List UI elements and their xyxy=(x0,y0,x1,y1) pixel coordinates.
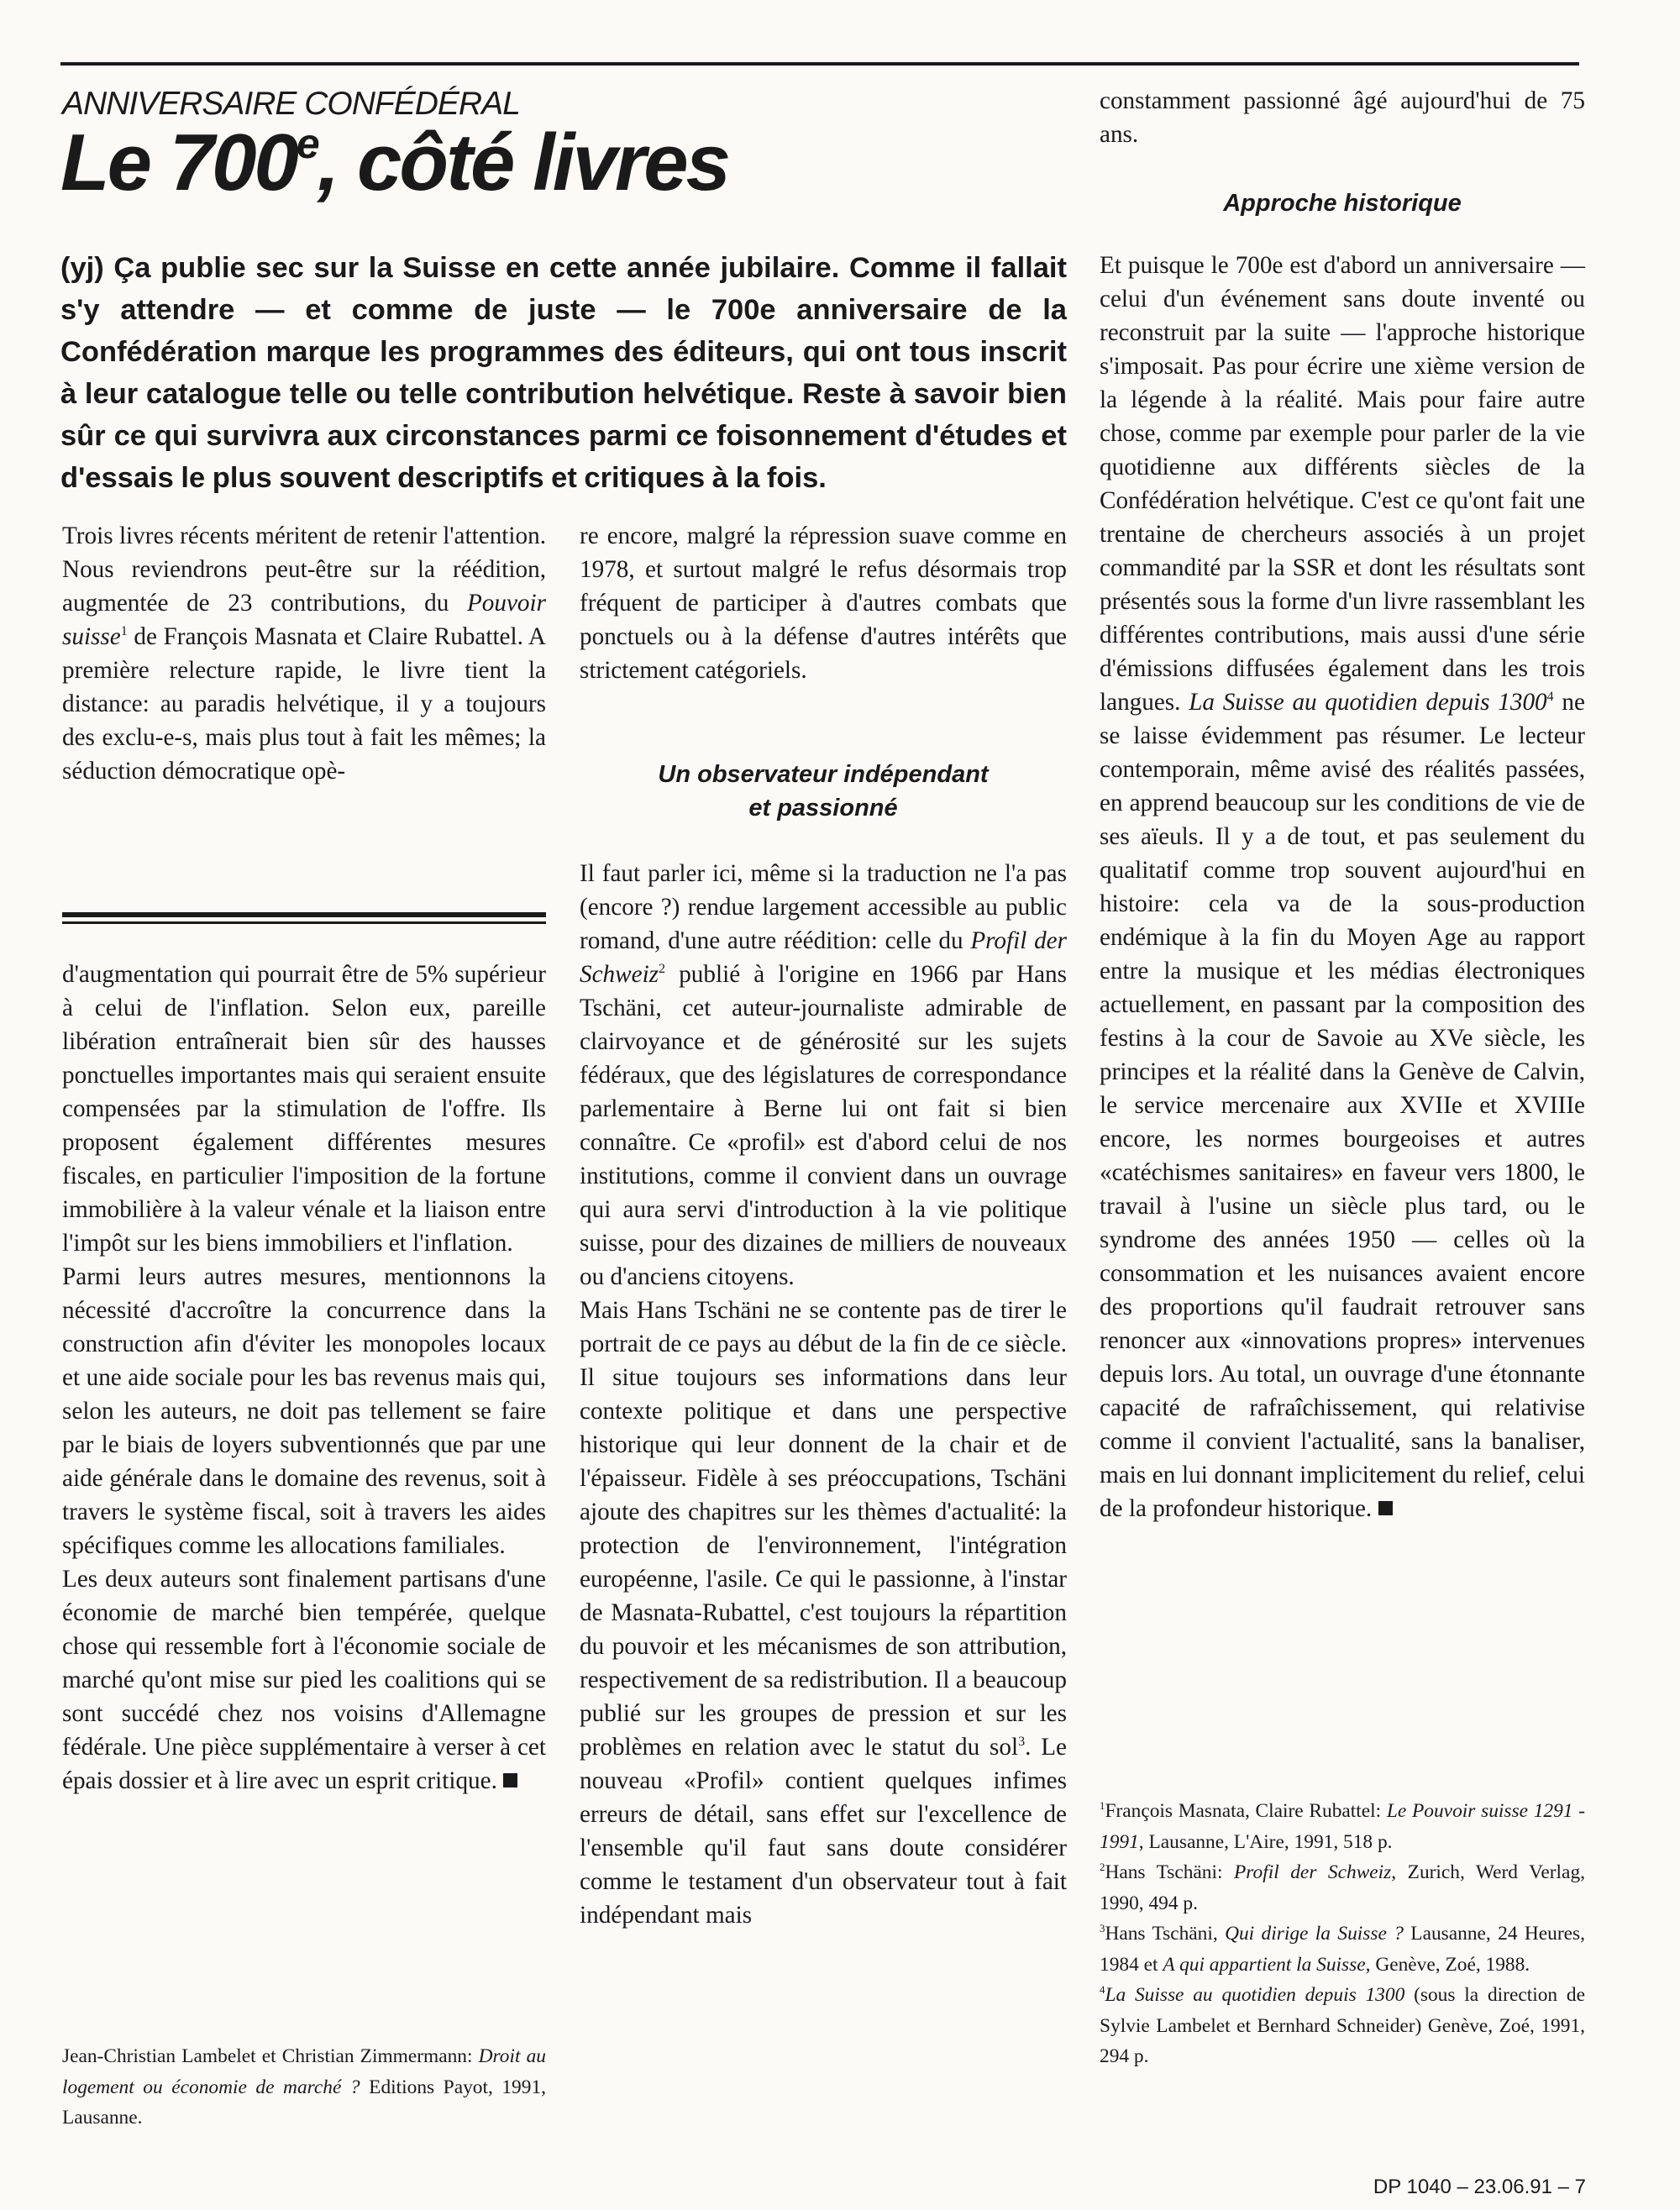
paragraph: Parmi leurs autres mesures, mentionnons la nécessité d'accroître la concurrence dans la construction afin d'éviter les monopoles locaux et une aide sociale pour les bas revenus mais qui, selon les auteurs, ne doit pas tellement se faire par le biais de loyers subventionnés que par une aide générale dans le domaine des revenus, soit à travers le système fiscal, soit à travers les aides spécifiques comme les allocations familiales. xyxy=(62,1263,546,1559)
article-title: Le 700e, côté livres xyxy=(60,118,728,207)
column-2-top xyxy=(580,519,1067,687)
paragraph: Il faut parler ici, même si la traduction ne l'a pas (encore ?) rendue largement accessible au public romand, d'une autre réédition: celle du Profil der Schweiz$^2$ publié à l'origine en 1966 par Hans Tschäni, cet auteur-journaliste admirable de clairvoyance et de générosité sur les sujets fédéraux, que des législatures de correspondance parlementaire à Berne lui ont fait si bien connaître. Ce «profil» est d'abord celui de nos institutions, comme il convient dans un ouvrage qui aura servi d'introduction à la vie politique suisse, pour des dizaines de milliers de nouveaux ou d'anciens citoyens. xyxy=(580,860,1067,1290)
page-footer: DP 1040 – 23.06.91 – 7 xyxy=(1373,2176,1586,2198)
paragraph: re encore, malgré la répression suave comme en 1978, et surtout malgré le refus désormais trop fréquent de participer à d'autres combats que ponctuels ou à la défense d'autres intérêts que strictement catégoriels. xyxy=(580,522,1067,684)
column-3-body xyxy=(1100,249,1585,1525)
subheading-approche: Approche historique xyxy=(1223,190,1462,217)
section-divider xyxy=(62,912,546,924)
paragraph: constamment passionné âgé aujourd'hui de 75 ans. xyxy=(1100,87,1585,148)
paragraph: Mais Hans Tschäni ne se contente pas de tirer le portrait de ce pays au début de la fin de ce siècle. Il situe toujours ses informations dans leur contexte politique et dans une perspective historique qui leur donnent de la chair et de l'épaisseur. Fidèle à ses préoccupations, Tschäni ajoute des chapitres sur les thèmes d'actualité: la protection de l'environnement, l'intégration européenne, l'asile. Ce qui le passionne, à l'instar de Masnata-Rubattel, c'est toujours la répartition du pouvoir et les mécanismes de son attribution, respectivement de sa redistribution. Il a beaucoup publié sur les groupes de pression et sur les problèmes en relation avec le statut du sol$^3$. Le nouveau «Profil» contient quelques infimes erreurs de détail, sans effet sur l'excellence de l'ensemble qu'il faut sans doute considérer comme le testament d'un observateur tout à fait indépendant mais xyxy=(580,1297,1067,1929)
footnote: $^3$Hans Tschäni, Qui dirige la Suisse ? Lausanne, 24 Heures, 1984 et A qui appartient la Suisse, Genève, Zoé, 1988. xyxy=(1100,1923,1585,1976)
subheading-observateur: Un observateur indépendant et passionné xyxy=(658,761,989,822)
article-kicker: ANNIVERSAIRE CONFÉDÉRAL xyxy=(62,86,520,122)
paragraph: Trois livres récents méritent de retenir l'attention. Nous reviendrons peut-être sur la réédition, augmentée de 23 contributions, du Pouvoir suisse$^1$ de François Masnata et Claire Rubattel. A première relecture rapide, le livre tient la distance: au paradis helvétique, il y a toujours des exclu-e-s, mais plus tout à fait les mêmes; la séduction démocratique opè- xyxy=(62,522,546,785)
column-1-lower xyxy=(62,958,546,1798)
paragraph: Et puisque le 700e est d'abord un anniversaire — celui d'un événement sans doute inventé ou reconstruit par la suite — l'approche historique s'imposait. Pas pour écrire une xième version de la légende à la réalité. Mais pour faire autre chose, comme par exemple pour parler de la vie quotidienne aux différents siècles de la Confédération helvétique. C'est ce qu'ont fait une trentaine de chercheurs associés à un projet commandité par la SSR et dont les résultats sont présentés sous la forme d'un livre rassemblant les différentes contributions, mais aussi d'une série d'émissions diffusées également dans les trois langues. La Suisse au quotidien depuis 1300$^4$ ne se laisse évidemment pas résumer. Le lecteur contemporain, même avisé des réalités passées, en apprend beaucoup sur les conditions de vie de ses aïeuls. Il y a de tout, et pas seulement du qualitatif comme trop souvent aujourd'hui en histoire: cela va de la sous-production endémique à la fin du Moyen Age au rapport entre la musique et les médias électroniques actuellement, en passant par la composition des festins à la cour de Savoie au XVe siècle, les principes et la réalité dans la Genève de Calvin, le service mercenaire aux XVIIe et XVIIIe encore, les normes bourgeoises et autres «catéchismes sanitaires» en faveur vers 1800, le travail à l'usine un siècle plus tard, ou le syndrome des années 1950 — celles où la consommation et les nuisances avaient encore des proportions qu'il faudrait retrouver sans renoncer aux «innovations propres» intervenues depuis lors. Au total, un ouvrage d'une étonnante capacité de rafraîchissement, qui relativise comme il convient l'actualité, sans la banaliser, mais en lui donnant implicitement du relief, celui de la profondeur historique. xyxy=(1100,252,1585,1522)
column-2-body xyxy=(580,857,1067,1932)
footnotes xyxy=(1100,1796,1585,2072)
footnote: $^1$François Masnata, Claire Rubattel: Le Pouvoir suisse 1291 - 1991, Lausanne, L'Aire, 1991, 518 p. xyxy=(1100,1800,1585,1853)
book-reference: Jean-Christian Lambelet et Christian Zimmermann: Droit au logement ou économie de marché ? Editions Payot, 1991, Lausanne. xyxy=(62,2045,546,2129)
end-mark xyxy=(1378,1501,1393,1515)
paragraph: d'augmentation qui pourrait être de 5% supérieur à celui de l'inflation. Selon eux, pareille libération entraînerait bien sûr des hausses ponctuelles importantes mais qui seraient ensuite compensées par la stimulation de l'offre. Ils proposent également différentes mesures fiscales, en particulier l'imposition de la fortune immobilière à la valeur vénale et la liaison entre l'impôt sur les biens immobiliers et l'inflation. xyxy=(62,961,546,1257)
top-rule xyxy=(60,62,1579,66)
column-3-top xyxy=(1100,84,1585,151)
column-1-upper xyxy=(62,519,546,788)
footnote: $^4$La Suisse au quotidien depuis 1300 (sous la direction de Sylvie Lambelet et Bernhard Schneider) Genève, Zoé, 1991, 294 p. xyxy=(1100,1984,1586,2067)
paragraph: Les deux auteurs sont finalement partisans d'une économie de marché bien tempérée, quelque chose qui ressemble fort à l'économie sociale de marché qu'ont mise sur pied les coalitions qui se sont succédé chez nos voisins d'Allemagne fédérale. Une pièce supplémentaire à verser à cet épais dossier et à lire avec un esprit critique. xyxy=(62,1566,546,1794)
end-mark xyxy=(503,1773,517,1787)
article-lead: (yj) Ça publie sec sur la Suisse en cette année jubilaire. Comme il fallait s'y attendre — et comme de juste — le 700e anniversaire de la Confédération marque les programmes des éditeurs, qui ont tous inscrit à leur catalogue telle ou telle contribution helvétique. Reste à savoir bien sûr ce qui survivra aux circonstances parmi ce foisonnement d'études et d'essais le plus souvent descriptifs et critiques à la fois. xyxy=(60,252,1067,494)
footnote: $^2$Hans Tschäni: Profil der Schweiz, Zurich, Werd Verlag, 1990, 494 p. xyxy=(1100,1861,1585,1914)
